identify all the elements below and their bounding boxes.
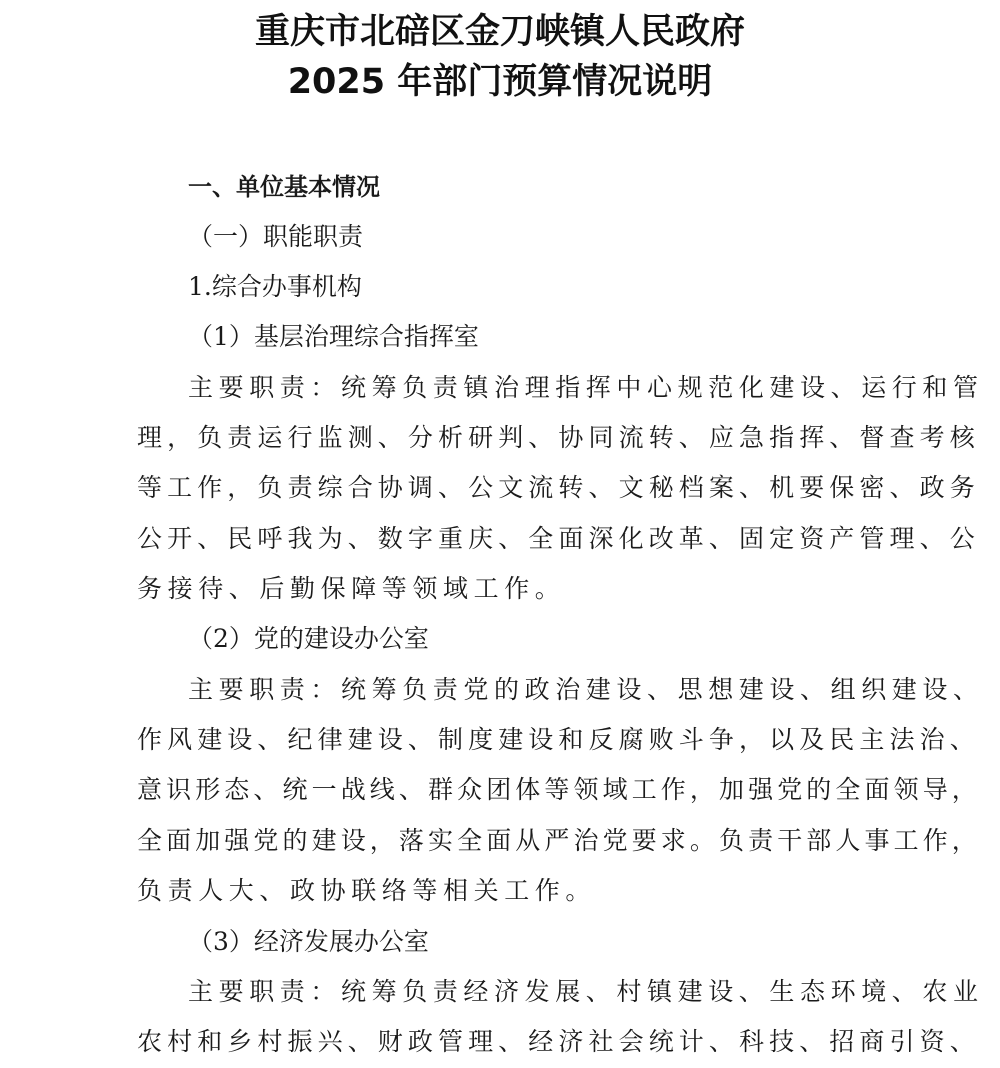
subsection-heading: （一）职能职责 [188,222,364,251]
document-title-line-1: 重庆市北碚区金刀峡镇人民政府 [254,12,745,52]
dept-heading-command-room: （1）基层治理综合指挥室 [188,322,479,351]
paragraph-line: 等工作，负责综合协调、公文流转、文秘档案、机要保密、政务 [137,473,980,502]
dept-heading-party-building: （2）党的建设办公室 [188,624,429,653]
paragraph-line: 务接待、后勤保障等领域工作。 [137,574,566,603]
paragraph-line: 全面加强党的建设，落实全面从严治党要求。负责干部人事工作， [137,826,981,855]
section-heading: 一、单位基本情况 [188,173,380,201]
paragraph-line: 理，负责运行监测、分析研判、协同流转、应急指挥、督查考核 [137,423,980,452]
paragraph-line: 公开、民呼我为、数字重庆、全面深化改革、固定资产管理、公 [137,524,980,553]
dept-heading-economic-development: （3）经济发展办公室 [188,927,429,956]
paragraph-line: 作风建设、纪律建设、制度建设和反腐败斗争，以及民主法治、 [137,725,980,754]
document-title-line-2: 2025 年部门预算情况说明 [287,62,713,102]
paragraph-line: 主要职责：统筹负责镇治理指挥中心规范化建设、运行和管 [188,373,984,402]
paragraph-line: 意识形态、统一战线、群众团体等领域工作，加强党的全面领导， [137,775,981,804]
paragraph-line: 农村和乡村振兴、财政管理、经济社会统计、科技、招商引资、 [137,1027,980,1056]
paragraph-line: 负责人大、政协联络等相关工作。 [137,876,597,905]
paragraph-line: 主要职责：统筹负责经济发展、村镇建设、生态环境、农业 [188,977,984,1006]
paragraph-line: 主要职责：统筹负责党的政治建设、思想建设、组织建设、 [188,675,984,704]
item-heading: 1.综合办事机构 [188,272,362,301]
